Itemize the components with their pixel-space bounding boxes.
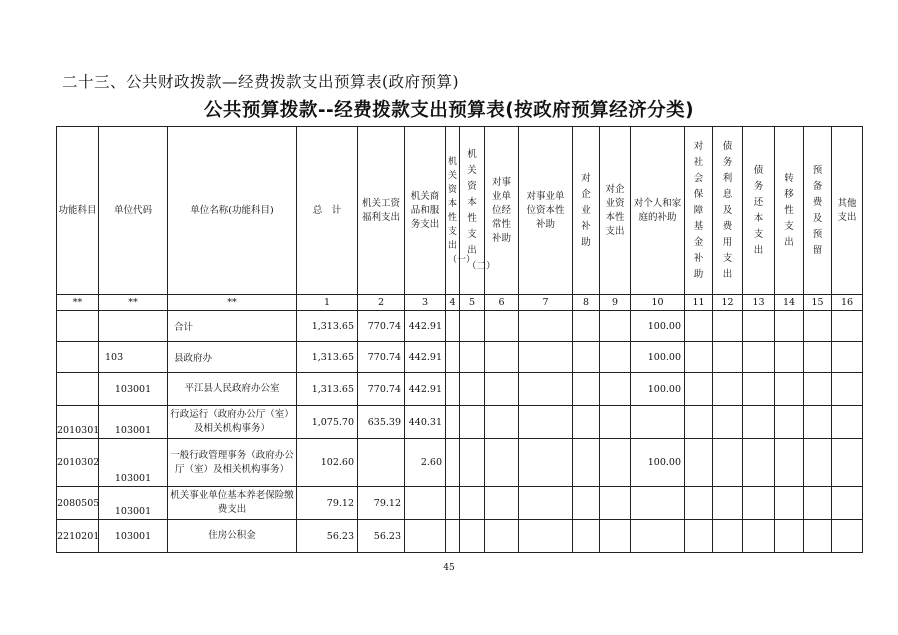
col-num: 1 <box>297 295 358 311</box>
col-num: 5 <box>460 295 485 311</box>
goods-cell <box>405 487 446 520</box>
col-num: 13 <box>743 295 775 311</box>
col-num: 3 <box>405 295 446 311</box>
col-num: 9 <box>600 295 631 311</box>
col-num: 10 <box>631 295 685 311</box>
header-total: 总 计 <box>297 127 358 295</box>
header-reserve: 预备费及预留 <box>804 127 832 295</box>
goods-cell: 442.91 <box>405 311 446 342</box>
wages-cell: 770.74 <box>358 342 405 373</box>
wages-cell: 56.23 <box>358 520 405 553</box>
personal-subsidy-cell: 100.00 <box>631 342 685 373</box>
total-cell: 102.60 <box>297 439 358 487</box>
unit-code-cell: 103001 <box>99 520 168 553</box>
personal-subsidy-cell: 100.00 <box>631 439 685 487</box>
col-num: 16 <box>832 295 863 311</box>
wages-cell: 635.39 <box>358 406 405 439</box>
header-debt-interest: 债务利息及费用支出 <box>713 127 743 295</box>
header-public-regular: 对事业单位经常性补助 <box>485 127 519 295</box>
section-title: 二十三、公共财政拨款—经费拨款支出预算表(政府预算) <box>62 73 460 91</box>
unit-name-cell: 合计 <box>168 311 297 342</box>
col-num: 8 <box>573 295 600 311</box>
col-num: ** <box>99 295 168 311</box>
header-goods: 机关商品和服务支出 <box>405 127 446 295</box>
col-num: ** <box>57 295 99 311</box>
wages-cell <box>358 439 405 487</box>
table-row <box>57 342 863 373</box>
header-row <box>57 127 863 295</box>
goods-cell: 442.91 <box>405 373 446 406</box>
func-code-cell <box>57 311 99 342</box>
header-debt-repay: 债务还本支出 <box>743 127 775 295</box>
func-code-cell: 2010301 <box>57 406 99 439</box>
header-wages: 机关工资福利支出 <box>358 127 405 295</box>
personal-subsidy-cell: 100.00 <box>631 373 685 406</box>
func-code-cell: 2210201 <box>57 520 99 553</box>
col-num: 6 <box>485 295 519 311</box>
col-num: 11 <box>685 295 713 311</box>
unit-code-cell: 103001 <box>99 406 168 439</box>
header-transfer: 转移性支出 <box>775 127 804 295</box>
total-cell: 56.23 <box>297 520 358 553</box>
table-title: 公共预算拨款--经费拨款支出预算表(按政府预算经济分类) <box>203 100 695 121</box>
unit-code-cell <box>99 311 168 342</box>
unit-name-cell: 县政府办 <box>168 342 297 373</box>
page-number: 45 <box>443 563 455 573</box>
table-row <box>57 487 863 520</box>
header-enterprise-subsidy: 对企业补助 <box>573 127 600 295</box>
header-enterprise-capital: 对企业资本性支出 <box>600 127 631 295</box>
wages-cell: 79.12 <box>358 487 405 520</box>
col-num: 4 <box>446 295 460 311</box>
header-other: 其他支出 <box>832 127 863 295</box>
col-num: 2 <box>358 295 405 311</box>
header-func-code: 功能科目 <box>57 127 99 295</box>
personal-subsidy-cell: 100.00 <box>631 311 685 342</box>
personal-subsidy-cell <box>631 520 685 553</box>
header-unit-name: 单位名称(功能科目) <box>168 127 297 295</box>
table-row <box>57 406 863 439</box>
func-code-cell: 2080505 <box>57 487 99 520</box>
goods-cell: 440.31 <box>405 406 446 439</box>
goods-cell: 2.60 <box>405 439 446 487</box>
unit-code-cell: 103 <box>99 342 168 373</box>
table-row <box>57 520 863 553</box>
personal-subsidy-cell <box>631 487 685 520</box>
func-code-cell <box>57 342 99 373</box>
wages-cell: 770.74 <box>358 373 405 406</box>
unit-name-cell: 平江县人民政府办公室 <box>168 373 297 406</box>
column-number-row <box>57 295 863 311</box>
func-code-cell <box>57 373 99 406</box>
total-cell: 1,075.70 <box>297 406 358 439</box>
wages-cell: 770.74 <box>358 311 405 342</box>
header-capital-2: 机关资本性支出（二） <box>460 127 485 295</box>
goods-cell <box>405 520 446 553</box>
func-code-cell: 2010302 <box>57 439 99 487</box>
table-row <box>57 311 863 342</box>
col-num: 12 <box>713 295 743 311</box>
total-cell: 1,313.65 <box>297 373 358 406</box>
header-unit-code: 单位代码 <box>99 127 168 295</box>
unit-code-cell: 103001 <box>99 487 168 520</box>
header-personal-subsidy: 对个人和家庭的补助 <box>631 127 685 295</box>
col-num: 14 <box>775 295 804 311</box>
personal-subsidy-cell <box>631 406 685 439</box>
unit-name-cell: 行政运行（政府办公厅（室）及相关机构事务） <box>168 406 297 439</box>
header-public-capital: 对事业单位资本性补助 <box>519 127 573 295</box>
unit-name-cell: 机关事业单位基本养老保险缴费支出 <box>168 487 297 520</box>
header-social-fund: 对社会保障基金补助 <box>685 127 713 295</box>
unit-name-cell: 住房公积金 <box>168 520 297 553</box>
unit-code-cell: 103001 <box>99 439 168 487</box>
col-num: ** <box>168 295 297 311</box>
total-cell: 1,313.65 <box>297 342 358 373</box>
unit-name-cell: 一般行政管理事务（政府办公厅（室）及相关机构事务） <box>168 439 297 487</box>
unit-code-cell: 103001 <box>99 373 168 406</box>
col-num: 7 <box>519 295 573 311</box>
total-cell: 79.12 <box>297 487 358 520</box>
goods-cell: 442.91 <box>405 342 446 373</box>
total-cell: 1,313.65 <box>297 311 358 342</box>
table-row <box>57 439 863 487</box>
table-row <box>57 373 863 406</box>
header-capital-1: 机关资本性支出（一） <box>446 127 460 295</box>
budget-table <box>56 126 863 553</box>
col-num: 15 <box>804 295 832 311</box>
